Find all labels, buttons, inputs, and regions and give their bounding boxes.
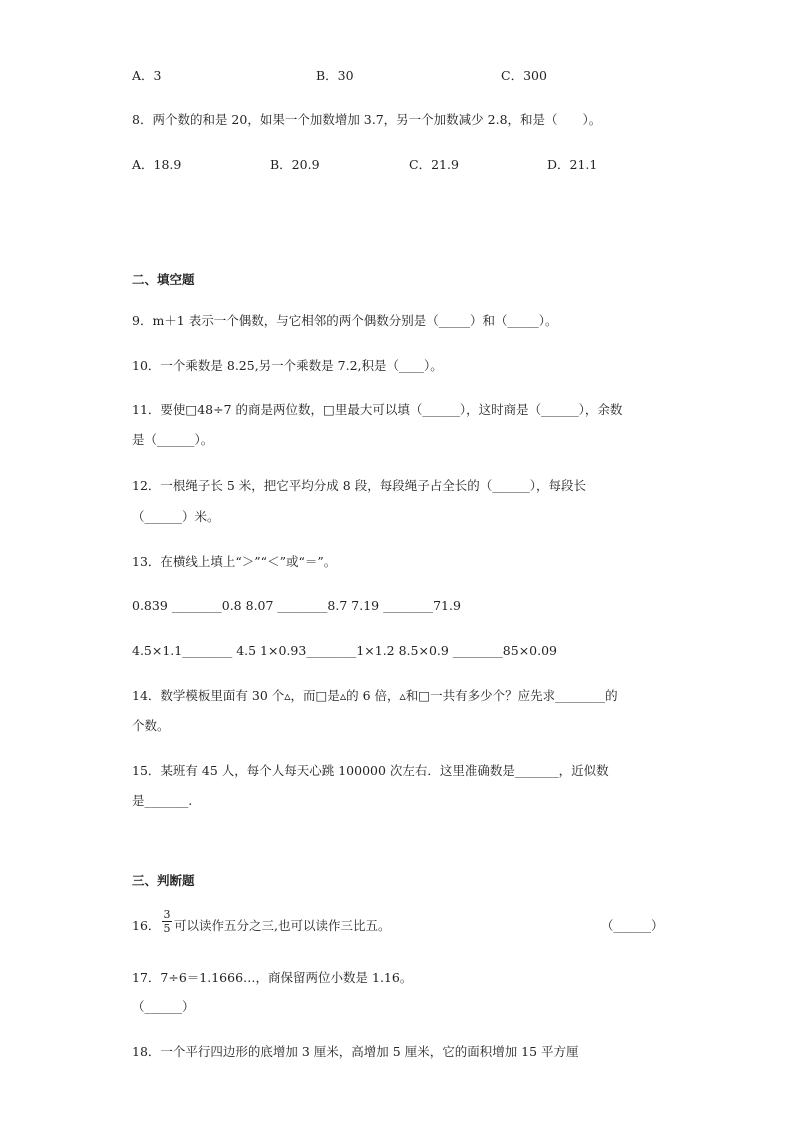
q14-text-line1: 14．数学模板里面有 30 个▵，而□是▵的 6 倍，▵和□一共有多少个？应先求________的 [132, 688, 618, 703]
q15-text-line2: 是_______. [132, 793, 193, 808]
q12-text-line1: 12．一根绳子长 5 米，把它平均分成 8 段，每段绳子占全长的（______），每段长 [132, 478, 586, 493]
section-title-fill-in: 二、填空题 [132, 272, 195, 287]
q11-text-line2: 是（______）。 [132, 432, 214, 447]
q11-text-line1: 11．要使□48÷7 的商是两位数，□里最大可以填（______），这时商是（______），余数 [132, 402, 623, 417]
q17-text-line1: 17．7÷6＝1.1666…，商保留两位小数是 1.16。 [132, 970, 413, 985]
q8-option-b: B．20.9 [270, 157, 320, 172]
q7-option-c: C．300 [501, 68, 547, 83]
q16-fraction-denominator: 5 [163, 922, 171, 935]
q8-option-c: C．21.9 [409, 157, 459, 172]
q8-option-d: D．21.1 [547, 157, 598, 172]
section-title-true-false: 三、判断题 [132, 873, 195, 888]
q8-text: 8．两个数的和是 20，如果一个加数增加 3.7，另一个加数减少 2.8，和是（ ）。 [132, 112, 602, 127]
q7-option-a: A．3 [132, 68, 162, 83]
q13-row2: 4.5×1.1________ 4.5 1×0.93________1×1.2 8.5×0.9 ________85×0.09 [132, 643, 558, 658]
q16-answer-blank: （______） [601, 918, 664, 933]
q13-row1: 0.839 ________0.8 8.07 ________8.7 7.19 ________71.9 [132, 598, 461, 613]
q13-title: 13．在横线上填上“＞”“＜”或“＝”。 [132, 554, 337, 569]
q17-answer-blank: （______） [132, 999, 195, 1014]
q16-text: 可以读作五分之三,也可以读作三比五。 [174, 918, 391, 933]
q10-text: 10．一个乘数是 8.25,另一个乘数是 7.2,积是（____）。 [132, 358, 443, 373]
q16-fraction-numerator: 3 [163, 908, 171, 921]
q9-text: 9．m＋1 表示一个偶数，与它相邻的两个偶数分别是（_____）和（_____）。 [132, 313, 558, 328]
q15-text-line1: 15．某班有 45 人，每个人每天心跳 100000 次左右．这里准确数是_______，近似数 [132, 763, 609, 778]
q16-number: 16． [132, 918, 161, 933]
q18-text: 18．一个平行四边形的底增加 3 厘米，高增加 5 厘米，它的面积增加 15 平方厘 [132, 1044, 579, 1059]
q14-text-line2: 个数。 [132, 718, 170, 733]
q12-text-line2: （______）米。 [132, 509, 220, 524]
q8-option-a: A．18.9 [132, 157, 182, 172]
q7-option-b: B．30 [316, 68, 354, 83]
q16-fraction [162, 909, 172, 934]
